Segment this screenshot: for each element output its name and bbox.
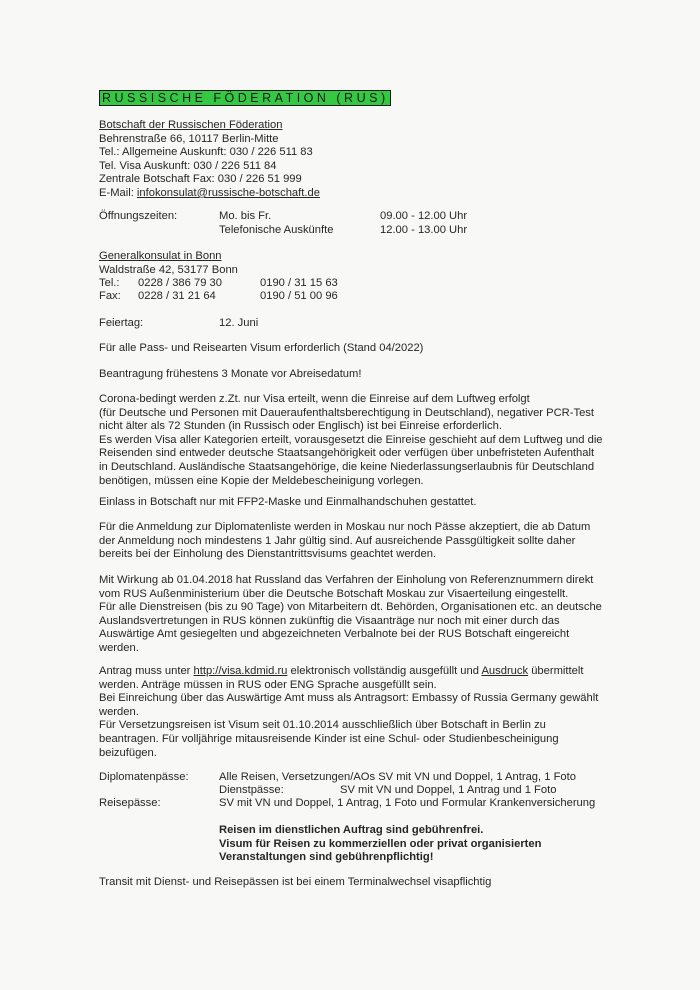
application-line-1 <box>99 665 598 679</box>
consulate-name: Generalkonsulat in Bonn <box>99 250 222 262</box>
apply-early-note: Beantragung frühestens 3 Monate vor Abreisedatum! <box>99 368 362 380</box>
ausdruck-link[interactable]: Ausdruck <box>481 665 529 677</box>
hours-days: Mo. bis Fr. <box>219 210 272 222</box>
corona-line: nicht älter als 72 Stunden (in Russisch oder Englisch) ist bei Einreise erforderlich. <box>99 420 502 433</box>
embassy-central: Zentrale Botschaft Fax: 030 / 226 51 999 <box>99 173 302 186</box>
corona-line: (für Deutsche und Personen mit Daueraufenthaltsberechtigung in Deutschland), negativer PCR-Test <box>99 406 595 419</box>
consulate-tel-label: Tel.: <box>99 277 120 289</box>
travel-passport-text: SV mit VN und Doppel, 1 Antrag, 1 Foto und Formular Krankenversicherung <box>219 797 596 809</box>
application-line: werden. <box>99 705 139 718</box>
hours-label: Öffnungszeiten: <box>99 210 178 222</box>
fees-block <box>219 824 541 865</box>
corona-line: Reisenden sind entweder deutsche Staatsangehörigkeit oder verfügen über unbefristeten Aufenthalt <box>99 447 595 460</box>
application-line: Für Versetzungsreisen ist Visum seit 01.10.2014 ausschließlich über Botschaft in Berlin zu <box>99 719 546 732</box>
application-line: beantragen. Für volljährige mitausreisende Kinder ist eine Schul- oder Studienbescheinigung <box>99 732 559 745</box>
application-text: übermittelt <box>528 665 584 677</box>
diplomat-passport-label: Diplomatenpässe: <box>99 771 189 783</box>
consulate-fax-label: Fax: <box>99 290 121 302</box>
reference-line: Auswärtige Amt gesiegelten und abgezeichneten Verbalnote bei der RUS Botschaft eingereicht <box>99 628 570 641</box>
consulate-fax: 0228 / 31 21 64 <box>138 290 216 302</box>
reference-line: Mit Wirkung ab 01.04.2018 hat Russland das Verfahren der Einholung von Referenznummern direkt <box>99 574 594 586</box>
hours-time-1: 09.00 - 12.00 Uhr <box>380 210 468 222</box>
email-label: E-Mail: <box>99 186 137 199</box>
reference-paragraph <box>99 574 602 656</box>
entry-note: Einlass in Botschaft nur mit FFP2-Maske und Einmalhandschuhen gestattet. <box>99 496 477 508</box>
diplomat-passport-text: Alle Reisen, Versetzungen/AOs SV mit VN und Doppel, 1 Antrag, 1 Foto <box>219 771 576 783</box>
diplomat-list-paragraph <box>99 521 590 562</box>
holiday-date: 12. Juni <box>219 317 259 329</box>
reference-line: werden. <box>99 641 139 654</box>
diplomat-list-line: Für die Anmeldung zur Diplomatenliste werden in Moskau nur noch Pässe akzeptiert, die ab Datum <box>99 521 591 533</box>
fees-line: Visum für Reisen zu kommerziellen oder privat organisierten <box>219 837 542 850</box>
application-paragraph <box>99 665 598 760</box>
hours-phone-info: Telefonische Auskünfte <box>219 224 334 236</box>
service-passport-text: SV mit VN und Doppel, 1 Antrag und 1 Foto <box>340 784 557 796</box>
corona-line: benötigen, müssen eine Kopie der Meldebescheinigung vorlegen. <box>99 474 424 487</box>
consulate-tel: 0228 / 386 79 30 <box>138 277 222 289</box>
fees-line: Veranstaltungen sind gebührenpflichtig! <box>219 851 434 864</box>
corona-line: Corona-bedingt werden z.Zt. nur Visa erteilt, wenn die Einreise auf dem Luftweg erfolgt <box>99 393 530 405</box>
diplomat-list-line: der Anmeldung noch mindestens 1 Jahr gültig sind. Auf ausreichende Passgültigkeit sollte daher <box>99 534 576 547</box>
application-line: beizufügen. <box>99 746 157 759</box>
embassy-address: Behrenstraße 66, 10117 Berlin-Mitte <box>99 132 279 145</box>
kdmid-link[interactable]: http://visa.kdmid.ru <box>193 665 288 677</box>
embassy-name: Botschaft der Russischen Föderation <box>99 119 283 131</box>
transit-note: Transit mit Dienst- und Reisepässen ist bei einem Terminalwechsel visapflichtig <box>99 876 492 888</box>
embassy-email-line <box>99 187 320 201</box>
consulate-address: Waldstraße 42, 53177 Bonn <box>99 263 238 276</box>
consulate-block <box>99 250 238 277</box>
corona-line: in Deutschland. Ausländische Staatsangehörige, die keine Niederlassungserlaubnis für Deutschland <box>99 460 595 473</box>
country-banner: RUSSISCHE FÖDERATION (RUS) <box>99 90 391 106</box>
email-link[interactable]: infokonsulat@russische-botschaft.de <box>136 186 320 199</box>
application-text: Antrag muss unter <box>99 665 194 677</box>
embassy-tel-visa: Tel. Visa Auskunft: 030 / 226 511 84 <box>99 159 277 172</box>
travel-passport-label: Reisepässe: <box>99 797 161 809</box>
consulate-tel-alt: 0190 / 31 15 63 <box>260 277 338 289</box>
reference-line: Für alle Dienstreisen (bis zu 90 Tage) von Mitarbeitern dt. Behörden, Organisationen etc. an deutsche <box>99 601 602 614</box>
holiday-label: Feiertag: <box>99 317 144 329</box>
application-line: werden. Anträge müssen in RUS oder ENG Sprache ausgefüllt sein. <box>99 678 437 691</box>
consulate-fax-alt: 0190 / 51 00 96 <box>260 290 338 302</box>
application-text: elektronisch vollständig ausgefüllt und <box>287 665 482 677</box>
reference-line: vom RUS Außenministerium über die Deutsche Botschaft Moskau zur Visaerteilung eingestellt. <box>99 587 569 600</box>
application-line: Bei Einreichung über das Auswärtige Amt muss als Antragsort: Embassy of Russia Germany gewählt <box>99 692 599 705</box>
fees-line: Reisen im dienstlichen Auftrag sind gebührenfrei. <box>219 824 484 836</box>
embassy-tel-general: Tel.: Allgemeine Auskunft: 030 / 226 511 83 <box>99 146 313 159</box>
visa-required-note: Für alle Pass- und Reisearten Visum erforderlich (Stand 04/2022) <box>99 342 424 354</box>
corona-paragraph <box>99 393 603 488</box>
diplomat-list-line: bereits bei der Einholung des Dienstantrittsvisums geachtet werden. <box>99 548 437 561</box>
corona-line: Es werden Visa aller Kategorien erteilt, vorausgesetzt die Einreise geschieht auf dem Luftweg und die <box>99 433 603 446</box>
embassy-block <box>99 119 320 201</box>
reference-line: Auslandsvertretungen in RUS können zukünftig die Visaanträge nur noch mit einer durch das <box>99 614 560 627</box>
hours-time-2: 12.00 - 13.00 Uhr <box>380 224 468 236</box>
service-passport-label: Dienstpässe: <box>219 784 284 796</box>
